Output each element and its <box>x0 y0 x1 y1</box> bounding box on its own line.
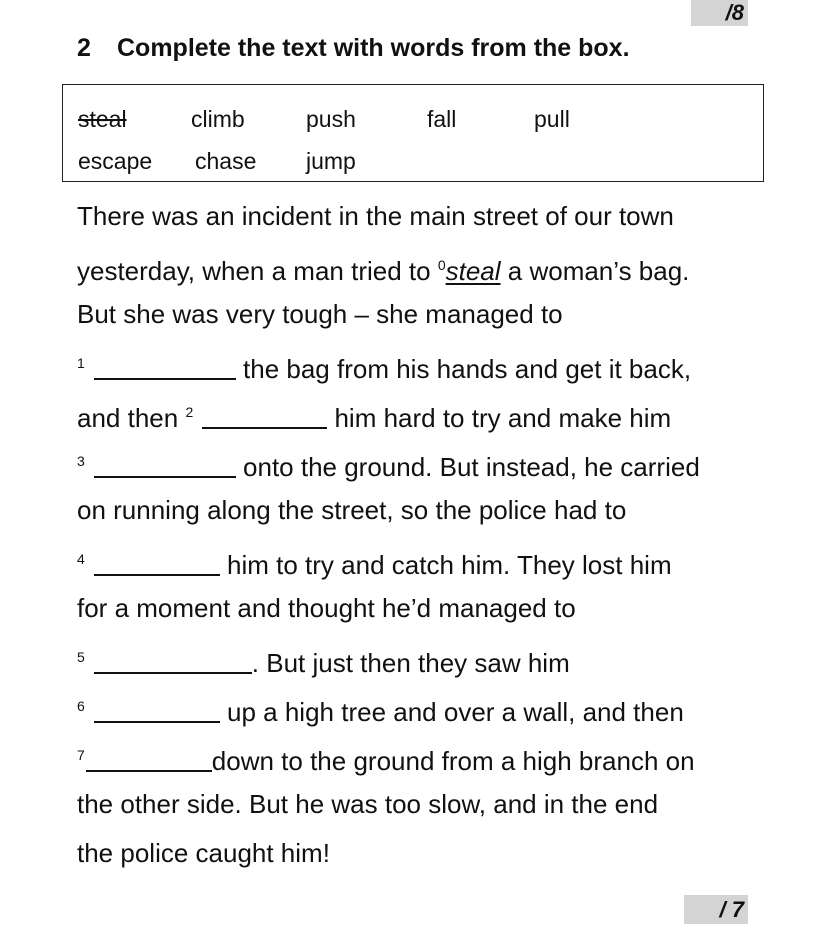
passage-text-segment: onto the ground. But instead, he carried <box>235 452 700 482</box>
example-number: 0 <box>437 257 446 273</box>
passage-text-segment: down to the ground from a high branch on <box>211 746 695 776</box>
gap-number: 5 <box>77 649 85 665</box>
passage-line <box>77 682 684 731</box>
passage-line <box>77 731 695 780</box>
exercise-heading <box>77 34 630 63</box>
passage-line: the police caught him! <box>77 838 330 868</box>
gap-number: 7 <box>77 747 85 763</box>
gap-number: 6 <box>77 698 85 714</box>
passage-line <box>77 633 570 682</box>
word-box-item-escape: escape <box>78 148 153 174</box>
exercise-number: 2 <box>77 34 91 62</box>
score-box-bottom: / 7 <box>684 895 748 924</box>
gap-number: 2 <box>185 404 194 420</box>
passage-line: for a moment and thought he’d managed to <box>77 593 576 623</box>
passage-line: But she was very tough – she managed to <box>77 299 563 329</box>
passage-text-segment: the bag from his hands and get it back, <box>235 354 692 384</box>
passage-line: the other side. But he was too slow, and in the end <box>77 789 659 819</box>
gap-number: 1 <box>77 355 85 371</box>
answer-blank-6[interactable] <box>94 701 220 723</box>
passage-text-segment: him to try and catch him. They lost him <box>219 550 672 580</box>
gap-number: 4 <box>77 551 85 567</box>
score-box-top: /8 <box>691 0 748 26</box>
passage-line <box>77 339 691 388</box>
exercise-instruction: Complete the text with words from the box. <box>117 34 630 62</box>
answer-blank-5[interactable] <box>94 652 252 674</box>
gap-number: 3 <box>77 453 85 469</box>
word-box <box>62 84 764 182</box>
passage-line <box>77 535 672 584</box>
passage-line: on running along the street, so the police had to <box>77 495 627 525</box>
word-box-item-fall: fall <box>427 106 457 132</box>
word-box-item-climb: climb <box>191 106 245 132</box>
answer-blank-2[interactable] <box>202 407 327 429</box>
word-box-item-jump: jump <box>306 148 356 174</box>
passage-text-segment: up a high tree and over a wall, and then <box>219 697 684 727</box>
answer-blank-3[interactable] <box>94 456 236 478</box>
answer-blank-1[interactable] <box>94 358 236 380</box>
passage-text-segment: a woman’s bag. <box>500 256 690 286</box>
example-answer: steal <box>445 256 501 286</box>
passage-text-segment: . But just then they saw him <box>251 648 570 678</box>
passage-line: There was an incident in the main street of our town <box>77 201 674 231</box>
word-box-item-push: push <box>306 106 356 132</box>
passage-line <box>77 437 700 486</box>
passage-line <box>77 388 671 437</box>
word-box-item-pull: pull <box>534 106 570 132</box>
answer-blank-7[interactable] <box>86 750 212 772</box>
passage-text-segment: yesterday, when a man tried to <box>77 256 438 286</box>
passage-text-segment: him hard to try and make him <box>327 403 672 433</box>
passage-line <box>77 241 689 290</box>
passage-text-segment: and then <box>77 403 186 433</box>
word-box-item-chase: chase <box>195 148 257 174</box>
word-box-item-steal: steal <box>78 106 127 132</box>
answer-blank-4[interactable] <box>94 554 220 576</box>
